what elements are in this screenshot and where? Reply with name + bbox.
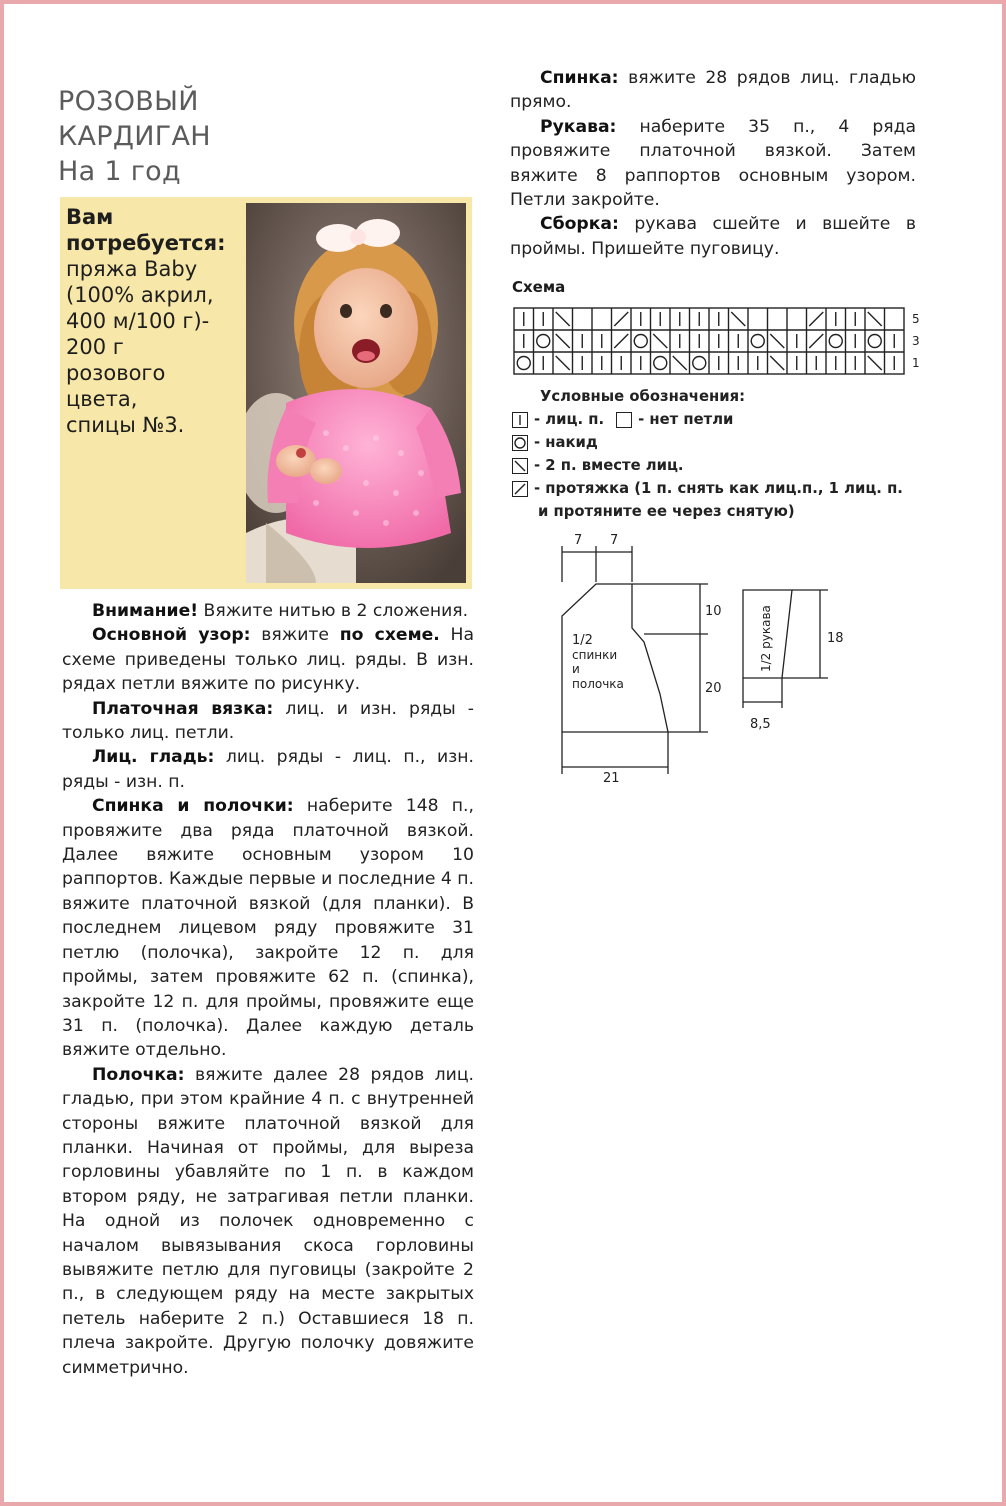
no-stitch-icon: [616, 412, 632, 428]
right-column-text: [510, 66, 916, 261]
paragraph-text: наберите 148 п., провяжите два ряда платочной вязкой. Далее вяжите основным узором 10 раппортов. Каждые первые и последние 4 п. вяжите платочной вязкой (для планки). В последнем лицевом ряду провяжите 31 петлю (полочка), закройте 12 п. для проймы, затем провяжите 62 п. (спинка), закройте 12 п. для проймы, провяжите еще 31 п. (полочка). Далее каждую деталь вяжите отдельно.: [62, 796, 474, 1061]
piece-label: и: [572, 662, 580, 676]
paragraph: [62, 623, 474, 696]
paragraph-text: вяжите 28 рядов лиц. гладью прямо.: [510, 68, 916, 113]
legend-row: [512, 454, 903, 477]
paragraph: [62, 1063, 474, 1380]
ssk-icon: [614, 334, 628, 348]
sleeve-label: 1/2 рукава: [759, 605, 773, 672]
materials-line: (100% акрил,: [66, 283, 214, 307]
yarn-over-icon: [751, 335, 764, 348]
child-photo: [246, 203, 466, 583]
dim-label-21: 21: [603, 771, 620, 782]
knitting-chart: [512, 306, 922, 380]
yarn-over-icon: [654, 357, 667, 370]
schema-title: Схема: [512, 278, 566, 296]
yarn-over-icon: [517, 357, 530, 370]
k2tog-icon: [556, 356, 570, 370]
legend-knit-label: - лиц. п.: [534, 411, 605, 428]
legend-row: [512, 431, 903, 454]
bold-label: Лиц. гладь:: [92, 747, 215, 768]
k2tog-icon: [868, 312, 882, 326]
legend-no-stitch-label: - нет петли: [638, 411, 734, 428]
paragraph-text: На схеме приведены только лиц. ряды. В изн. рядах петли вяжите по рисунку.: [62, 625, 475, 695]
bold-label: Рукава:: [540, 116, 617, 137]
dim-label-8-5: 8,5: [750, 717, 771, 732]
paragraph: [510, 212, 916, 261]
k2tog-icon: [731, 312, 745, 326]
legend-k2tog-label: - 2 п. вместе лиц.: [534, 457, 684, 474]
k2tog-icon: [556, 312, 570, 326]
legend-row: [512, 408, 903, 431]
title-line-3: На 1 год: [58, 156, 181, 187]
materials-line: 400 м/100 г)-: [66, 309, 210, 333]
bold-label: Спинка:: [540, 68, 619, 88]
title-line-2: КАРДИГАН: [58, 121, 211, 152]
ssk-icon: [614, 312, 628, 326]
dim-label-20: 20: [705, 681, 722, 696]
bold-label: Полочка:: [92, 1064, 185, 1085]
dim-label-18: 18: [827, 631, 844, 646]
paragraph: [510, 115, 916, 213]
materials-heading-2: потребуется:: [66, 231, 226, 255]
paragraph: [62, 794, 474, 1062]
materials-line: пряжа Baby: [66, 257, 198, 281]
pattern-diagram: [548, 532, 848, 786]
row-label-1: 1: [912, 356, 920, 370]
piece-label: 1/2: [572, 633, 593, 648]
legend-yarn-over-label: - накид: [534, 434, 598, 451]
legend-ssk-label-2: и протяните ее через снятую): [538, 503, 795, 520]
piece-label: спинки: [572, 648, 618, 662]
materials-line: розового: [66, 361, 166, 385]
bold-label: Сборка:: [540, 214, 619, 235]
yarn-over-icon: [512, 435, 528, 451]
bold-label: Спинка и полочки:: [92, 796, 294, 817]
bold-label: по схеме.: [339, 625, 440, 646]
materials-heading-1: Вам: [66, 205, 114, 229]
row-label-5: 5: [912, 312, 920, 326]
paragraph-text: лиц. и изн. ряды - только лиц. петли.: [62, 698, 474, 744]
dim-label-7b: 7: [610, 533, 619, 548]
paragraph: [510, 66, 916, 115]
paragraph-text: вяжите: [250, 625, 340, 646]
ssk-icon: [809, 334, 823, 348]
materials-text: [66, 204, 246, 438]
k2tog-icon: [770, 334, 784, 348]
dim-label-10: 10: [705, 604, 722, 619]
materials-line: 200 г: [66, 335, 124, 359]
bold-label: Платочная вязка:: [92, 698, 274, 719]
legend-title: Условные обозначения:: [540, 388, 746, 405]
yarn-over-icon: [829, 335, 842, 348]
k2tog-icon: [653, 334, 667, 348]
bold-label: Основной узор:: [92, 625, 251, 646]
dim-label-7a: 7: [574, 533, 583, 548]
bold-label: Внимание!: [92, 601, 199, 621]
ssk-icon: [512, 481, 528, 497]
paragraph: [62, 697, 474, 746]
chart-legend: [512, 385, 903, 523]
paragraph-text: Вяжите нитью в 2 сложения.: [198, 601, 469, 621]
yarn-over-icon: [537, 335, 550, 348]
left-column-text: [62, 599, 474, 1380]
k2tog-icon: [512, 458, 528, 474]
paragraph-text: лиц. ряды - лиц. п., изн. ряды - изн. п.: [62, 747, 474, 792]
legend-row: [512, 477, 903, 500]
materials-line: спицы №3.: [66, 413, 185, 437]
legend-row: [512, 500, 903, 523]
k2tog-icon: [673, 356, 687, 370]
k2tog-icon: [770, 356, 784, 370]
paragraph-text: вяжите далее 28 рядов лиц. гладью, при этом крайние 4 п. с внутренней стороны вяжите платочной вязкой для планки. Начиная от проймы, для выреза горловины убавляйте по 1 п. в каждом втором ряду, не затрагивая петли планки. На одной из полочек одновременно с началом вывязывания скоса горловины вывяжите петлю для пуговицы (закройте 2 п., в следующем ряду на месте закрытых петель наберите 2 п.) Оставшиеся 18 п. плеча закройте. Другую полочку довяжите симметрично.: [62, 1064, 474, 1378]
piece-label: полочка: [572, 677, 624, 691]
article-title: [58, 84, 211, 189]
title-line-1: РОЗОВЫЙ: [58, 86, 199, 117]
yarn-over-icon: [693, 357, 706, 370]
yarn-over-icon: [868, 335, 881, 348]
paragraph: [62, 599, 474, 623]
ssk-icon: [809, 312, 823, 326]
paragraph-text: наберите 35 п., 4 ряда провяжите платочной вязкой. Затем вяжите 8 раппортов основным узором. Петли закройте.: [510, 116, 916, 211]
legend-ssk-label: - протяжка (1 п. снять как лиц.п., 1 лиц. п.: [534, 480, 903, 497]
row-label-3: 3: [912, 334, 920, 348]
knit-stitch-icon: [512, 412, 528, 428]
yarn-over-icon: [634, 335, 647, 348]
paragraph-text: рукава сшейте и вшейте в проймы. Пришейте пуговицу.: [510, 214, 916, 259]
materials-line: цвета,: [66, 387, 138, 411]
k2tog-icon: [868, 356, 882, 370]
k2tog-icon: [556, 334, 570, 348]
paragraph: [62, 745, 474, 794]
